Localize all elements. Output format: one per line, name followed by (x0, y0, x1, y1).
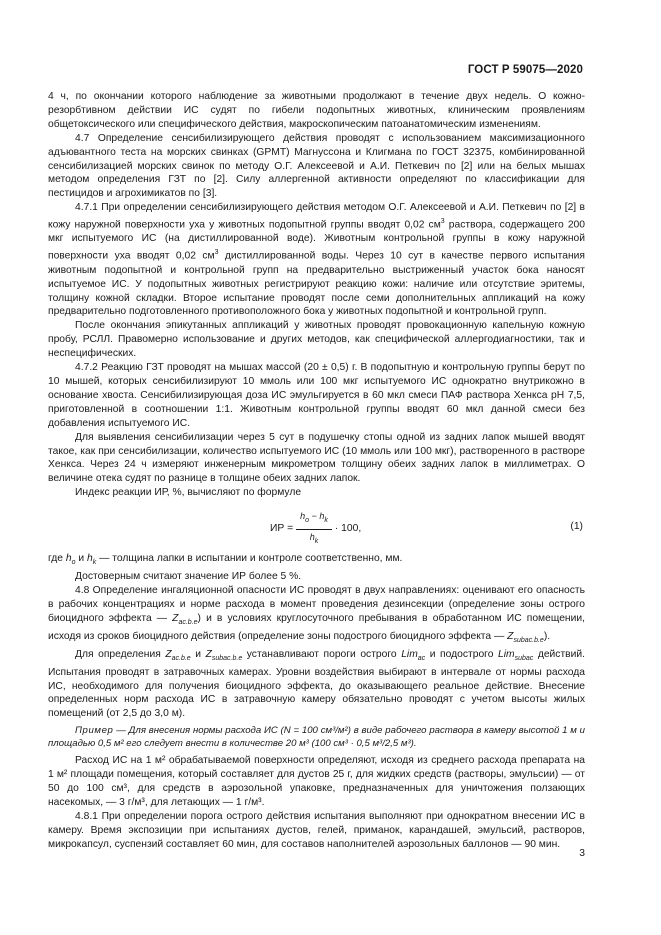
paragraph-4-8: 4.8 Определение ингаляционной опасности ИС проводят в двух направлениях: оценивают его опасность в рабочих концентрациях и норме расхода в момент проведения дезинсекции (определение зоны острого биоцидного эффекта — $Z_{ac.b.e}$) и в условиях круглосуточного пребывания в обработанном ИС помещении, исходя из сроков биоцидного действия (определение зоны подострого биоцидного эффекта — $Z_{subac.b.e}$). (48, 584, 585, 644)
document-body (48, 90, 585, 852)
paragraph-4-7-1: 4.7.1 При определении сенсибилизирующего действия методом О.Г. Алексеевой и А.И. Петкевич по [2] в кожу наружной поверхности уха у животных подопытной группы вводят 0,02 $см^3$ раствора, содержащего 200 мкг испытуемого ИС (на дистиллированной воде). Животным контрольной группы в кожу наружной поверхности уха вводят 0,02 $см^3$ дистиллированной воды. Через 10 сут в качестве первого испытания животным подопытной и контрольной групп на предварительно выстриженный участок бока наносят испытуемое ИС. У подопытных животных регистрируют реакцию кожи: наличие или отсутствие эритемы, толщину кожной складки. Второе испытание проводят после семи дополнительных аппликаций на кожу предварительно подготовленного противоположного бока у животных подопытной и контрольной групп. (48, 202, 586, 318)
paragraph-where: где $h_o$ и $h_k$ — толщина лапки в испытании и контроле соответственно, мм. (48, 553, 403, 567)
formula-numerator: $h_o - h_k$ (296, 510, 332, 530)
paragraph-epicutaneous: После окончания эпикутанных аппликаций у животных проводят провокационную капельную кожную пробу, РСЛЛ. Правомерно использование и других методов, как специфической аллергодиагностики, так и неспецифических. (48, 320, 585, 360)
document-header: ГОСТ Р 59075—2020 (467, 64, 583, 76)
formula-expression (270, 510, 361, 548)
formula-fraction (296, 510, 332, 548)
paragraph-4-8-1: 4.8.1 При определении порога острого действия испытания выполняют при однократном внесении ИС в камеру. Время экспозиции при испытаниях дустов, гелей, приманок, карандашей, эмульсий, растворов, микрокапсул, суспензий составляет 60 мин, для составов наполнителей аэрозольных баллонов — 90 мин. (48, 810, 585, 850)
formula-lhs: ИР = (270, 523, 294, 535)
paragraph-thresholds: Для определения $Z_{ac.b.e}$ и $Z_{subac.b.e}$ устанавливают пороги острого Lim$_{ac}$ и подострого Lim$_{subac}$ действий. Испытания проводят в затравочных камерах. Уровни воздействия выбирают в интервале от нормы расхода ИС, необходимого для получения биоцидного эффекта, до оказывающего реальное действие. Внесение определенных норм расхода ИС в затравочную камеру обязательно проводят с учетом высоты жилых помещений (от 2,5 до 3,0 м). (48, 648, 585, 720)
page-number: 3 (579, 848, 585, 859)
example-note: Пример — Для внесения нормы расхода ИС (N = 100 см³/м²) в виде рабочего раствора в камеру высотой 1 м и площадью 0,5 м² его следует внести в количестве 20 м³ (100 см³ · 0,5 м³/2,5 м³). (48, 725, 585, 750)
paragraph-continuation: 4 ч, по окончании которого наблюдение за животными продолжают в течение двух недель. О кожно-резорбтивном действии ИС судят по гибели подопытных животных, клиническим проявлениям общетоксического или специфического действия, макроскопическим патоанатомическим изменениям. (48, 91, 585, 130)
formula-denominator: $h_k$ (309, 531, 319, 545)
paragraph-reliable: Достоверным считают значение ИР более 5 %. (75, 571, 302, 583)
paragraph-4-7: 4.7 Определение сенсибилизирующего действия проводят с использованием максимизационного адъювантного теста на морских свинках (GPMT) Магнуссона и Клигмана по ГОСТ 32375, комбинированной сенсибилизацией морских свинок по методу О.Г. Алексеевой и А.И. Петкевич по [2] или на белых мышах методом определения ГЗТ по [2]. Силу аллергенной активности определяют по классификации для пестицидов и агрохимикатов по [3]. (48, 132, 585, 200)
formula-number: (1) (570, 521, 583, 533)
paragraph-sensitization: Для выявления сенсибилизации через 5 сут в подушечку стопы одной из задних лапок мышей вводят такое, как при сенсибилизации, количество испытуемого ИС (10 ммоль или 100 мкг), растворенного в растворе Хенкса. Через 24 ч измеряют инженерным микрометром толщину обеих задних лапок в миллиметрах. О величине отека судят по разнице в толщине обеих задних лапок. (48, 431, 585, 485)
paragraph-4-7-2: 4.7.2 Реакцию ГЗТ проводят на мышах массой (20 ± 0,5) г. В подопытную и контрольную группы берут по 10 мышей, которых сенсибилизируют 10 ммоль или 100 мкг испытуемого ИС однократно внутрикожно в основание хвоста. Сенсибилизирующая доза ИС эмульгируется в 60 мкл смеси ПАФ раствора Хенкса pH 7,5, приготовленной в соотношении 1:1. Животным контрольной группы вводят 60 мкл данной смеси без добавления испытуемого ИС. (48, 362, 585, 429)
paragraph-index-intro: Индекс реакции ИР, %, вычисляют по формуле (75, 487, 302, 499)
formula-tail: · 100, (334, 523, 362, 535)
formula-1 (48, 506, 585, 546)
paragraph-consumption: Расход ИС на 1 м² обрабатываемой поверхности определяют, исходя из среднего расхода препарата на 1 м² площади помещения, который составляет для дустов 25 г, для жидких средств (растворы, эмульсии) — от 50 до 100 см³, для средств в аэрозольной упаковке, предназначенных для уничтожения ползающих насекомых, — 3 г/м³, для летающих — 1 г/м³. (48, 755, 585, 808)
